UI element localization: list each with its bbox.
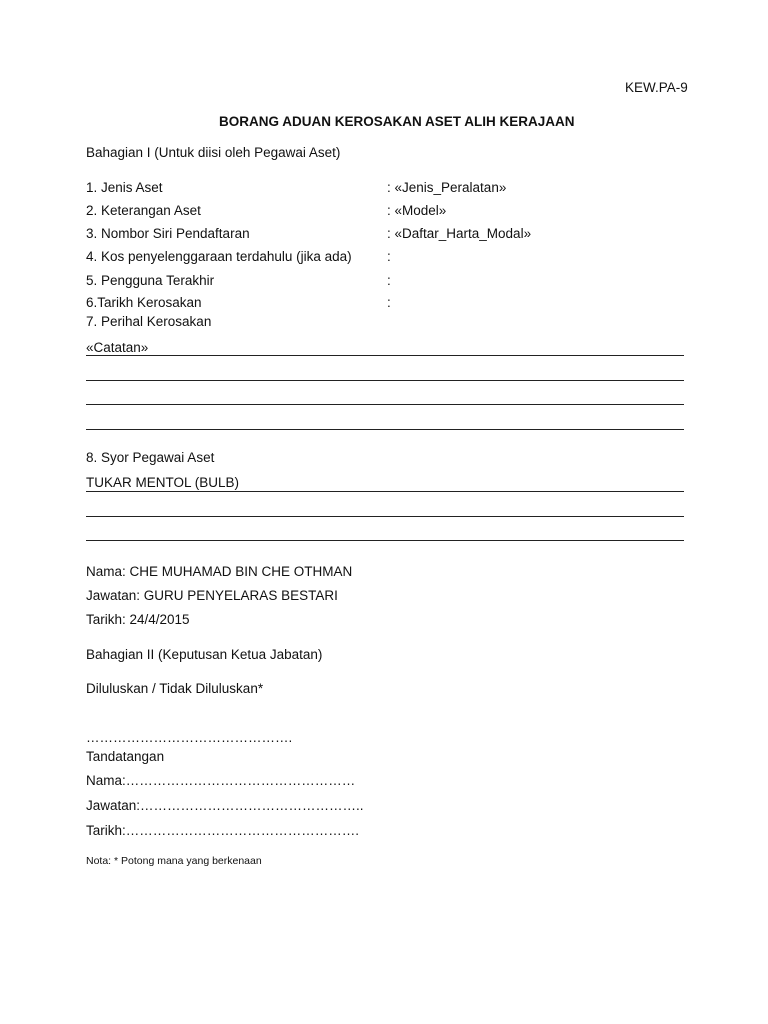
field-label-tarikh-kerosakan: 6.Tarikh Kerosakan: [86, 295, 202, 310]
field-value-tarikh-kerosakan: :: [387, 295, 391, 310]
field-label-keterangan-aset: 2. Keterangan Aset: [86, 203, 201, 218]
field-label-nombor-siri: 3. Nombor Siri Pendaftaran: [86, 226, 250, 241]
syor-text: TUKAR MENTOL (BULB): [86, 475, 240, 490]
signature-dots: ……………………………………….: [86, 730, 293, 745]
section2-heading: Bahagian II (Keputusan Ketua Jabatan): [86, 647, 323, 662]
head-position-field: Jawatan:…………………………………………..: [86, 798, 364, 813]
syor-label: 8. Syor Pegawai Aset: [86, 450, 215, 465]
footnote: Nota: * Potong mana yang berkenaan: [86, 855, 262, 867]
field-value-nombor-siri: : «Daftar_Harta_Modal»: [387, 226, 532, 241]
head-name-field: Nama:……………………………………………: [86, 773, 356, 788]
perihal-text: «Catatan»: [86, 340, 149, 355]
signature-label: Tandatangan: [86, 749, 165, 764]
field-label-kos: 4. Kos penyelenggaraan terdahulu (jika ada): [86, 249, 352, 264]
form-code: KEW.PA-9: [625, 80, 688, 95]
perihal-label: 7. Perihal Kerosakan: [86, 314, 212, 329]
syor-line-2: [86, 516, 684, 517]
field-value-pengguna: :: [387, 273, 391, 288]
field-label-pengguna: 5. Pengguna Terakhir: [86, 273, 215, 288]
perihal-line-1: [86, 355, 684, 356]
field-value-keterangan-aset: : «Model»: [387, 203, 447, 218]
form-title: BORANG ADUAN KEROSAKAN ASET ALIH KERAJAAN: [219, 114, 575, 129]
field-label-jenis-aset: 1. Jenis Aset: [86, 180, 163, 195]
field-value-jenis-aset: : «Jenis_Peralatan»: [387, 180, 507, 195]
officer-name: Nama: CHE MUHAMAD BIN CHE OTHMAN: [86, 564, 353, 579]
officer-date: Tarikh: 24/4/2015: [86, 612, 190, 627]
syor-line-3: [86, 540, 684, 541]
perihal-line-4: [86, 429, 684, 430]
perihal-line-3: [86, 404, 684, 405]
section1-heading: Bahagian I (Untuk diisi oleh Pegawai Aset): [86, 145, 341, 160]
decision-text: Diluluskan / Tidak Diluluskan*: [86, 681, 264, 696]
perihal-line-2: [86, 380, 684, 381]
field-value-kos: :: [387, 249, 391, 264]
officer-position: Jawatan: GURU PENYELARAS BESTARI: [86, 588, 338, 603]
head-date-field: Tarikh:…………………………………………….: [86, 823, 360, 838]
syor-line-1: [86, 491, 684, 492]
